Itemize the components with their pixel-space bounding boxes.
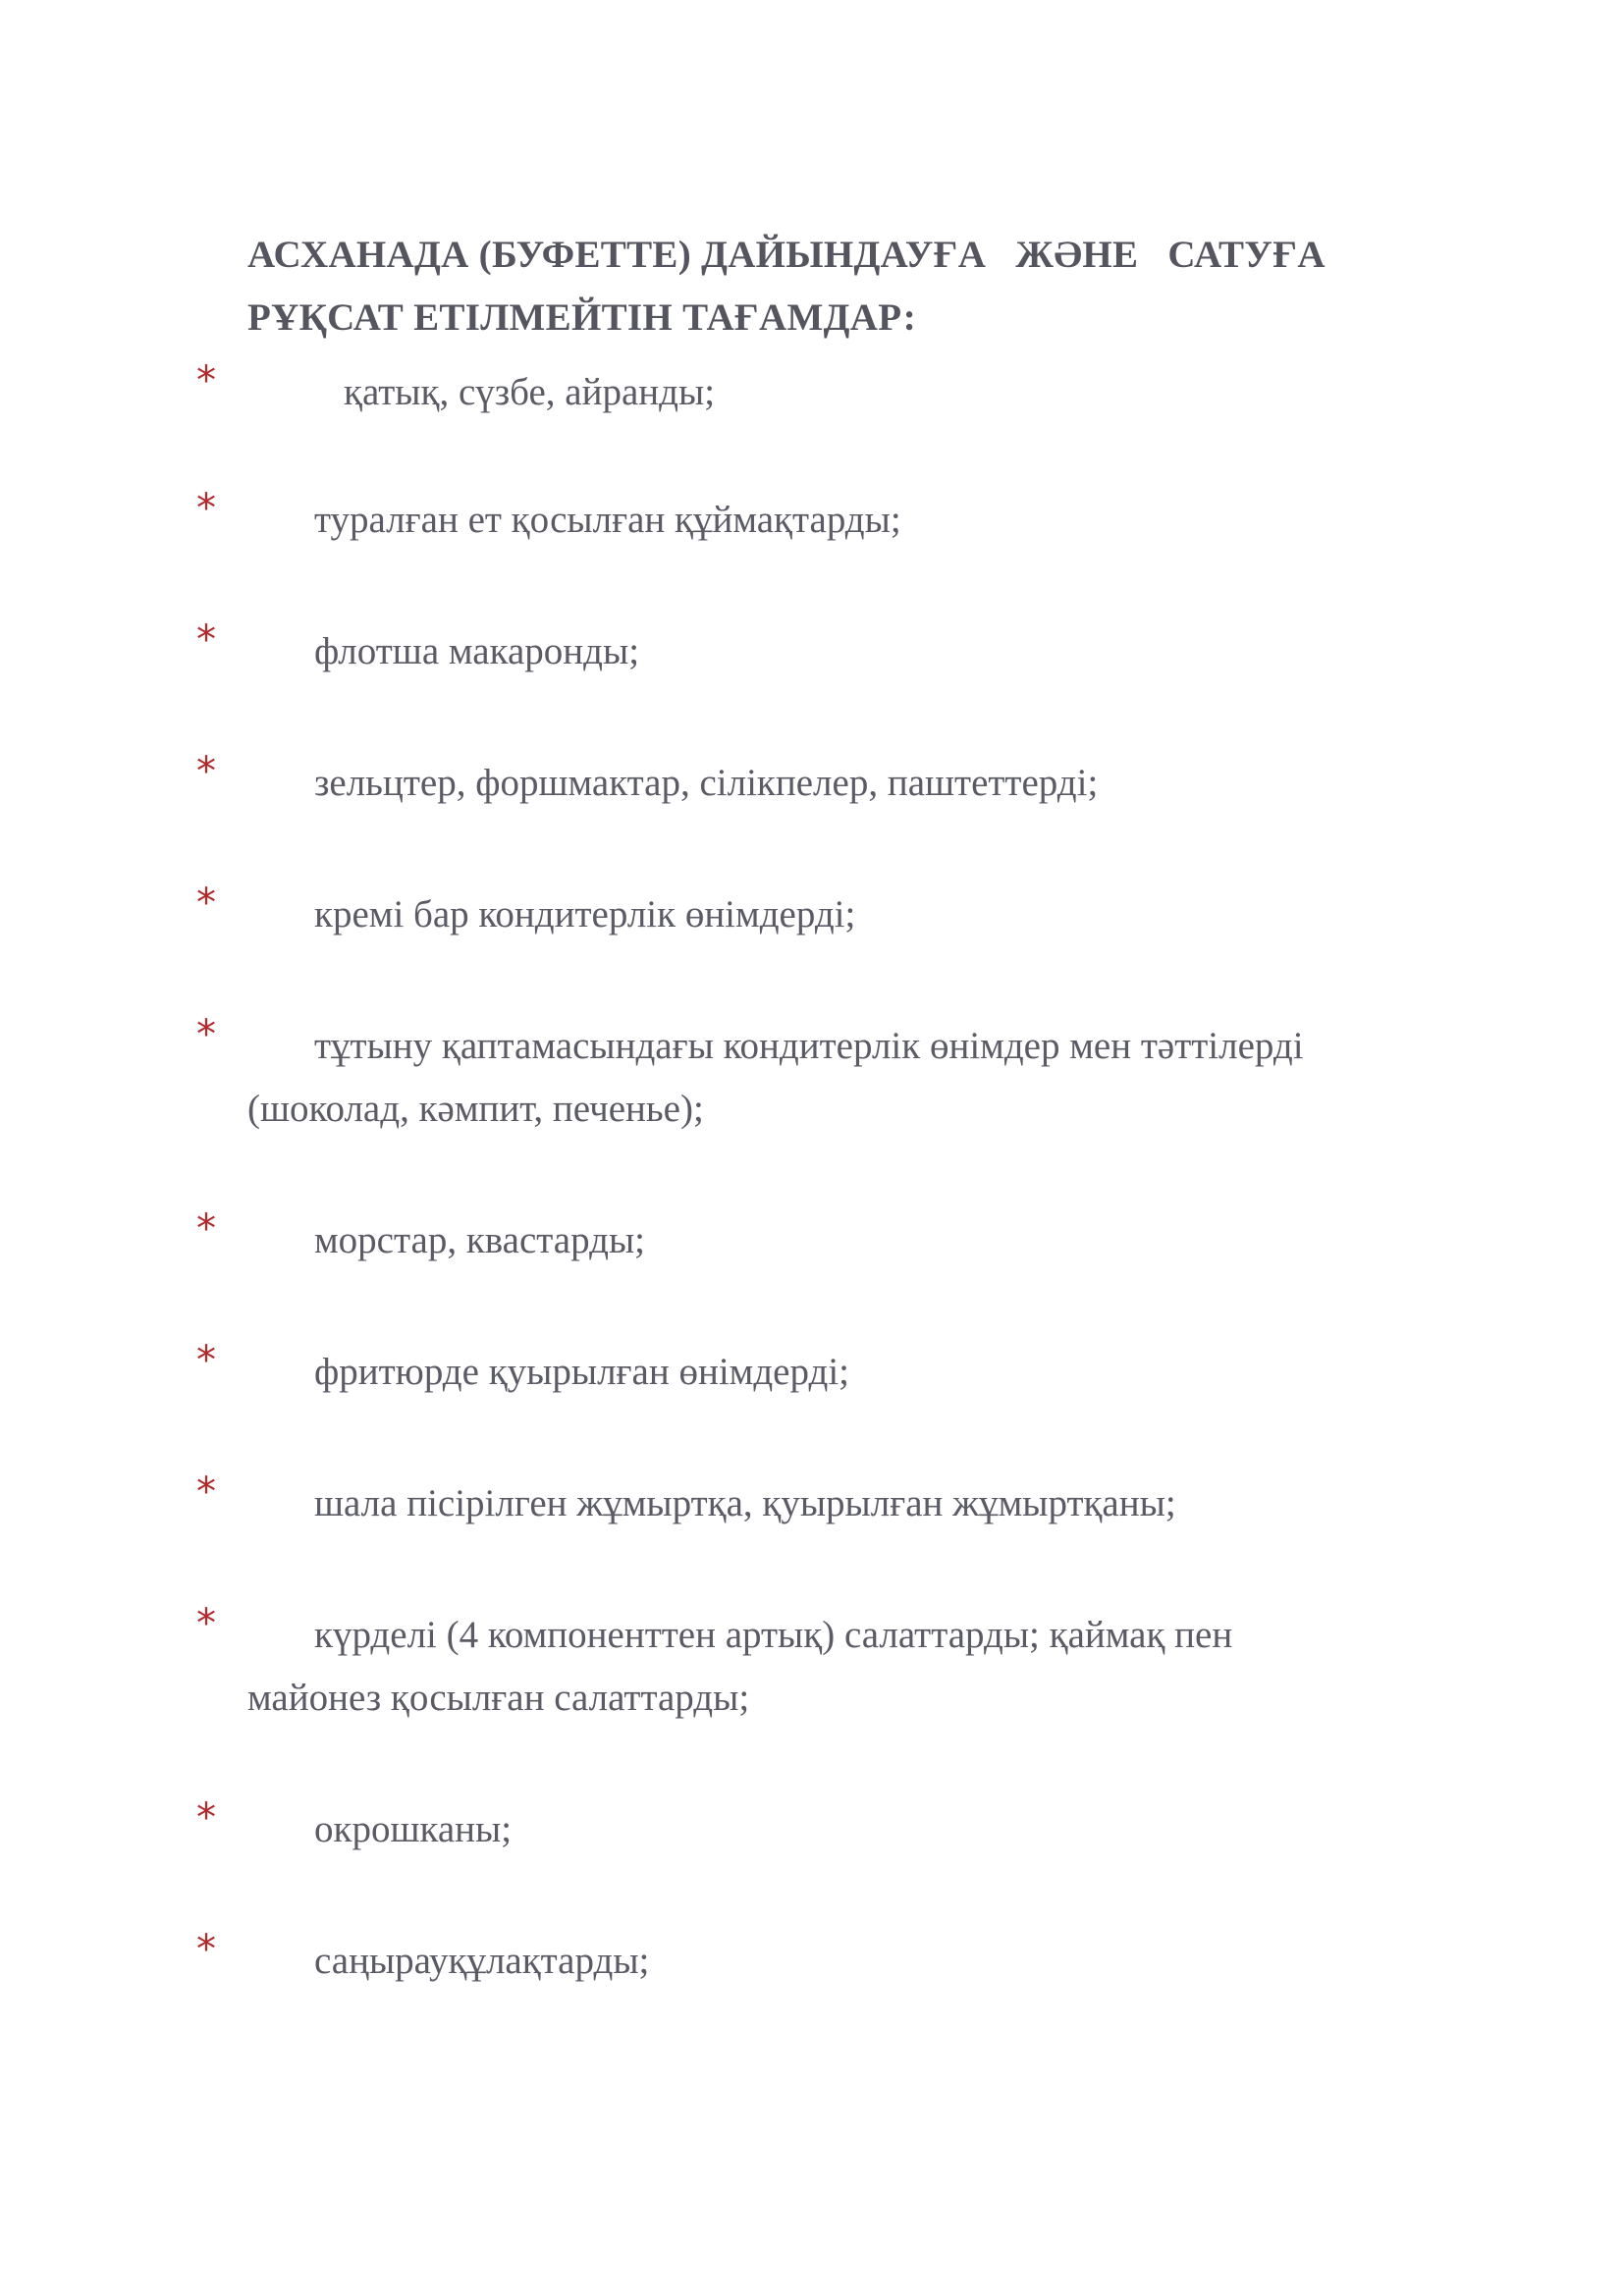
list-item [196,883,1375,946]
list-item [196,1012,1375,1141]
list-item [196,749,1375,815]
asterisk-bullet-icon: * [196,881,216,926]
list-item-text: морстар, квастарды; [314,1219,645,1261]
list-item [196,617,1375,683]
asterisk-bullet-icon: * [196,486,216,531]
list-item-text: саңырауқұлақтарды; [314,1940,650,1982]
list-item-text: фритюрде қуырылған өнімдерді; [314,1351,849,1393]
document-title [247,224,1377,349]
asterisk-bullet-icon: * [196,749,216,794]
asterisk-bullet-icon: * [196,358,216,403]
list-item [196,486,1375,552]
list-item [196,1338,1375,1404]
asterisk-bullet-icon: * [196,1601,216,1646]
list-item-text: тұтыну қаптамасындағы кондитерлік өнімдер мен тәттілерді (шоколад, кәмпит, печенье); [247,1025,1304,1130]
asterisk-bullet-icon: * [196,617,216,663]
list-item-text: флотша макаронды; [314,630,640,672]
list-item [196,1469,1375,1535]
asterisk-bullet-icon: * [196,1469,216,1515]
list-item-text: күрделі (4 компоненттен артық) салаттарды; қаймақ пен майонез қосылған салаттарды; [247,1614,1233,1719]
list-item-text: шала пісірілген жұмыртқа, қуырылған жұмыртқаны; [314,1482,1176,1524]
list-item-text: қатық, сүзбе, айранды; [344,371,716,413]
asterisk-bullet-icon: * [196,1795,216,1841]
list-item-text: туралған ет қосылған құймақтарды; [314,499,901,541]
asterisk-bullet-icon: * [196,1927,216,1972]
list-item [196,1927,1375,1993]
list-item [196,1206,1375,1272]
title-line: АСХАНАДА (БУФЕТТЕ) ДАЙЫНДАУҒА ЖӘНЕ САТУҒА [247,234,1326,276]
title-line: РҰҚСАТ ЕТІЛМЕЙТІН ТАҒАМДАР: [247,296,917,339]
list-item [196,358,1375,424]
list-item [196,1601,1375,1730]
list-item-text: зельцтер, форшмактар, сілікпелер, паштеттерді; [314,762,1099,804]
asterisk-bullet-icon: * [196,1012,216,1057]
asterisk-bullet-icon: * [196,1206,216,1252]
list-item-text: окрошканы; [314,1808,513,1850]
list-item [196,1795,1375,1861]
list-item-text: кремі бар кондитерлік өнімдерді; [314,893,856,935]
asterisk-bullet-icon: * [196,1338,216,1383]
